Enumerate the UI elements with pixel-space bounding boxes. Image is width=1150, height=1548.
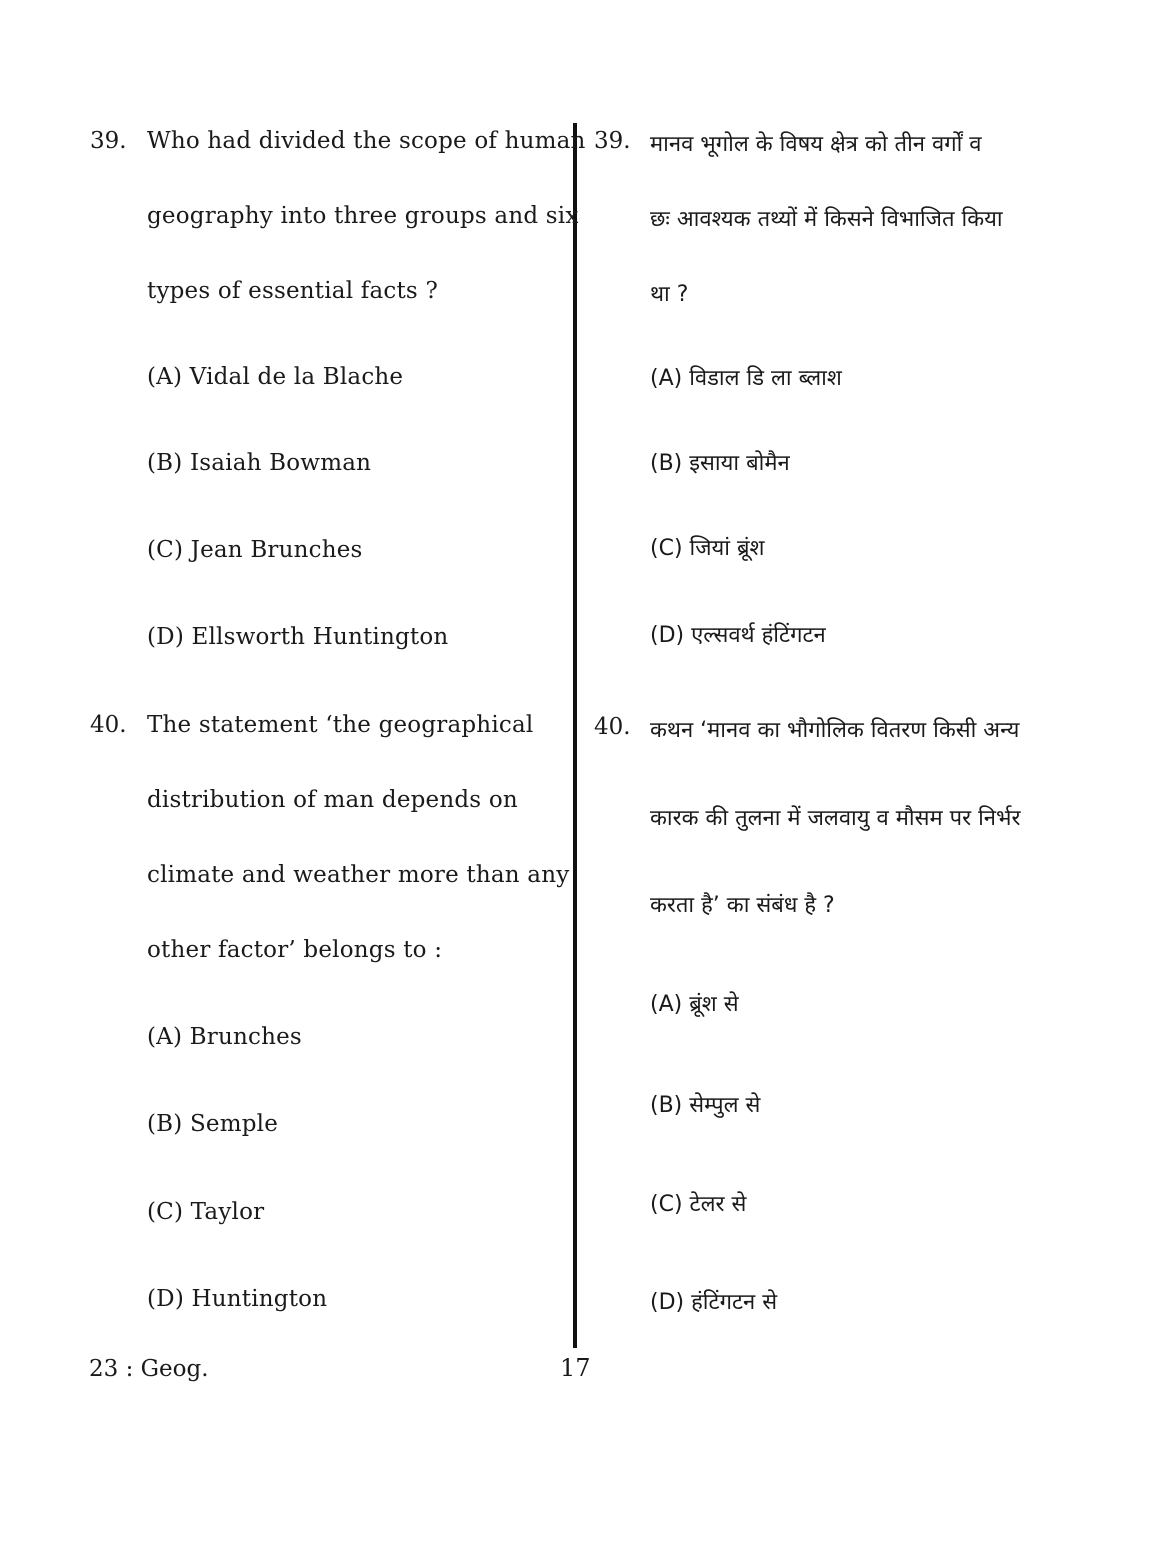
question-text-line: The statement ‘the geographical xyxy=(147,712,534,738)
question-text-line: कथन ‘मानव का भौगोलिक वितरण किसी अन्य xyxy=(650,718,1020,743)
option-a: (A) ब्रूंश से xyxy=(650,992,739,1017)
question-number: 39. xyxy=(90,128,127,154)
option-d: (D) Huntington xyxy=(147,1286,328,1312)
question-text-line: types of essential facts ? xyxy=(147,278,438,304)
question-text-line: छः आवश्यक तथ्यों में किसने विभाजित किया xyxy=(650,207,1003,232)
question-text-line: था ? xyxy=(650,282,689,307)
option-c: (C) Jean Brunches xyxy=(147,537,363,563)
paper-code: 23 : Geog. xyxy=(89,1356,209,1382)
question-number: 39. xyxy=(594,128,631,154)
question-number: 40. xyxy=(594,714,631,740)
question-text-line: distribution of man depends on xyxy=(147,787,518,813)
option-d: (D) Ellsworth Huntington xyxy=(147,624,449,650)
option-d: (D) हंटिंगटन से xyxy=(650,1290,778,1315)
option-b: (B) इसाया बोमैन xyxy=(650,451,790,476)
option-a: (A) Brunches xyxy=(147,1024,302,1050)
question-text-line: other factor’ belongs to : xyxy=(147,937,443,963)
option-c: (C) Taylor xyxy=(147,1199,265,1225)
question-text-line: geography into three groups and six xyxy=(147,203,579,229)
option-c: (C) टेलर से xyxy=(650,1192,747,1217)
option-b: (B) सेम्पुल से xyxy=(650,1093,761,1118)
option-a: (A) विडाल डि ला ब्लाश xyxy=(650,366,842,391)
question-text-line: करता है’ का संबंध है ? xyxy=(650,893,835,918)
column-divider xyxy=(573,123,577,1348)
question-text-line: climate and weather more than any xyxy=(147,862,570,888)
question-text-line: Who had divided the scope of human xyxy=(147,128,586,154)
question-text-line: मानव भूगोल के विषय क्षेत्र को तीन वर्गों व xyxy=(650,132,982,157)
option-b: (B) Isaiah Bowman xyxy=(147,450,372,476)
page-number: 17 xyxy=(560,1354,591,1382)
option-d: (D) एल्सवर्थ हंटिंगटन xyxy=(650,623,826,648)
option-a: (A) Vidal de la Blache xyxy=(147,364,404,390)
question-text-line: कारक की तुलना में जलवायु व मौसम पर निर्भर xyxy=(650,806,1021,831)
option-b: (B) Semple xyxy=(147,1111,279,1137)
option-c: (C) जियां ब्रूंश xyxy=(650,536,765,561)
question-number: 40. xyxy=(90,712,127,738)
